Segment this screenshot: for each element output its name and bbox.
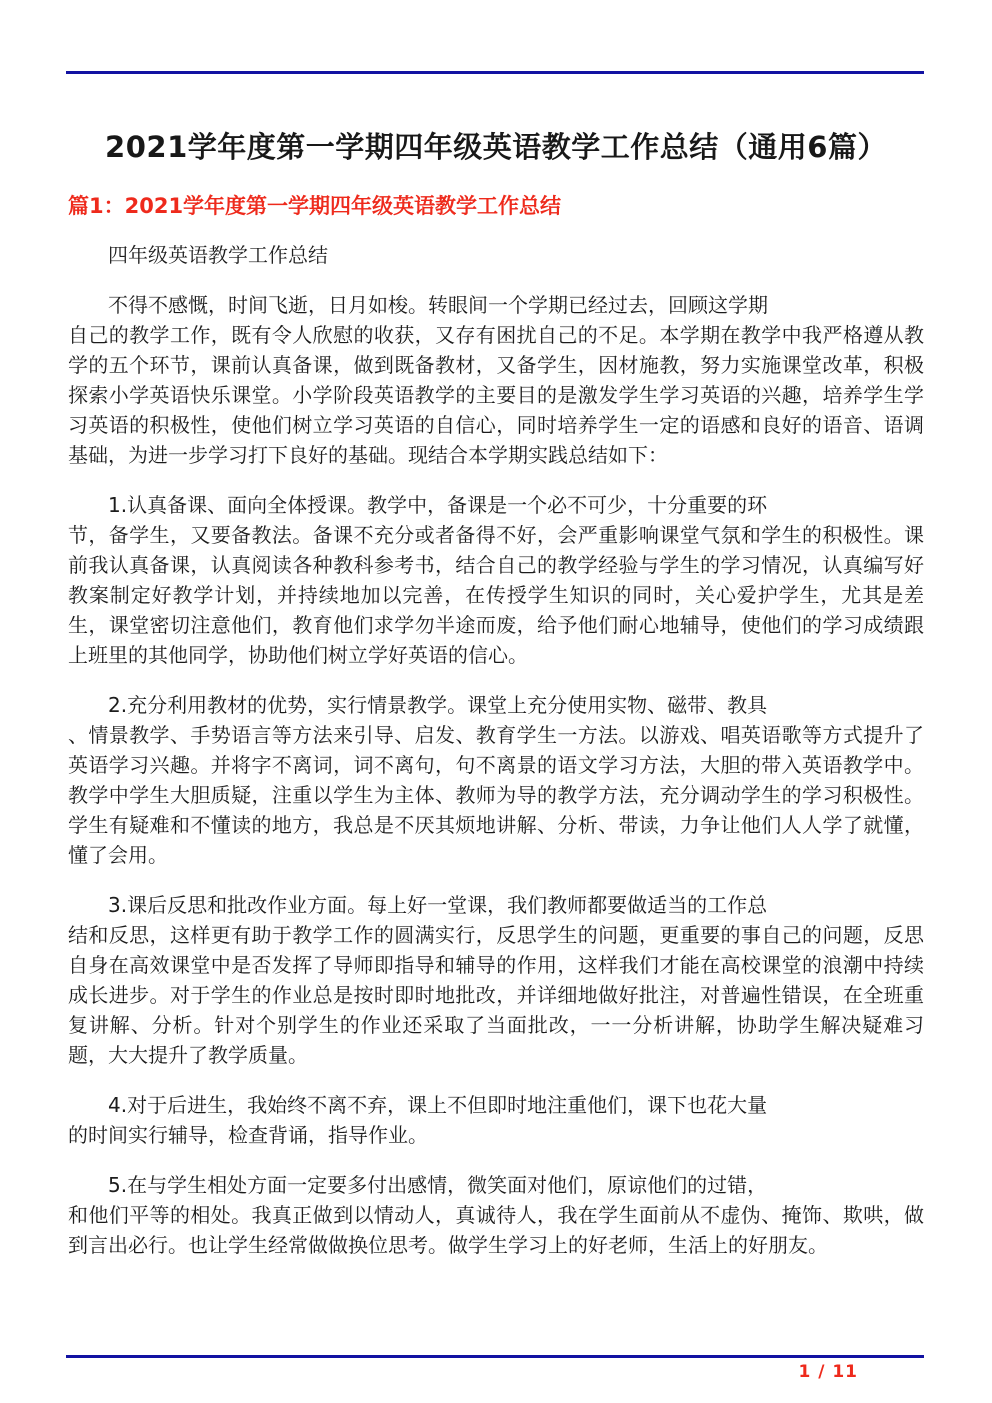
paragraph-rest: 、情景教学、手势语言等方法来引导、启发、教育学生一方法。以游戏、唱英语歌等方式提升了英语学习兴趣。并将字不离词，词不离句，句不离景的语文学习方法，大胆的带入英语教学中。教学中学生大胆质疑，注重以学生为主体、教师为导的教学方法，充分调动学生的学习积极性。学生有疑难和不懂读的地方，我总是不厌其烦地讲解、分析、带读，力争让他们人人学了就懂，懂了会用。 [68,723,924,867]
footer-rule [66,1355,924,1358]
document-body [68,240,924,1280]
paragraph-rest: 的时间实行辅导，检查背诵，指导作业。 [68,1123,428,1147]
paragraph [68,890,924,1070]
paragraph-first-line: 四年级英语教学工作总结 [108,243,328,267]
paragraph [68,290,924,470]
paragraph-rest: 自己的教学工作，既有令人欣慰的收获，又存有困扰自己的不足。本学期在教学中我严格遵从教学的五个环节，课前认真备课，做到既备教材，又备学生，因材施教，努力实施课堂改革，积极探索小学英语快乐课堂。小学阶段英语教学的主要目的是激发学生学习英语的兴趣，培养学生学习英语的积极性，使他们树立学习英语的自信心，同时培养学生一定的语感和良好的语音、语调基础，为进一步学习打下良好的基础。现结合本学期实践总结如下： [68,323,924,467]
paragraph [68,690,924,870]
section-heading: 篇1：2021学年度第一学期四年级英语教学工作总结 [68,194,562,218]
paragraph [68,1170,924,1260]
paragraph-rest: 结和反思，这样更有助于教学工作的圆满实行，反思学生的问题，更重要的事自己的问题，反思自身在高效课堂中是否发挥了导师即指导和辅导的作用，这样我们才能在高校课堂的浪潮中持续成长进步。对于学生的作业总是按时即时地批改，并详细地做好批注，对普遍性错误，在全班重复讲解、分析。针对个别学生的作业还采取了当面批改，一一分析讲解，协助学生解决疑难习题，大大提升了教学质量。 [68,923,924,1067]
paragraph [68,240,924,270]
paragraph-first-line: 5.在与学生相处方面一定要多付出感情，微笑面对他们，原谅他们的过错， [108,1173,768,1197]
document-title: 2021学年度第一学期四年级英语教学工作总结（通用6篇） [105,130,887,164]
paragraph-first-line: 1.认真备课、面向全体授课。教学中，备课是一个必不可少，十分重要的环 [108,493,768,517]
paragraph-rest: 节，备学生，又要备教法。备课不充分或者备得不好，会严重影响课堂气氛和学生的积极性。课前我认真备课，认真阅读各种教科参考书，结合自己的教学经验与学生的学习情况，认真编写好教案制定好教学计划，并持续地加以完善，在传授学生知识的同时，关心爱护学生，尤其是差生，课堂密切注意他们，教育他们求学勿半途而废，给予他们耐心地辅导，使他们的学习成绩跟上班里的其他同学，协助他们树立学好英语的信心。 [68,523,924,667]
paragraph [68,490,924,670]
paragraph-first-line: 3.课后反思和批改作业方面。每上好一堂课，我们教师都要做适当的工作总 [108,893,768,917]
paragraph-first-line: 不得不感慨，时间飞逝，日月如梭。转眼间一个学期已经过去，回顾这学期 [108,293,768,317]
header-rule [66,71,924,74]
paragraph-first-line: 4.对于后进生，我始终不离不弃，课上不但即时地注重他们，课下也花大量 [108,1093,768,1117]
paragraph-first-line: 2.充分利用教材的优势，实行情景教学。课堂上充分使用实物、磁带、教具 [108,693,768,717]
paragraph [68,1090,924,1150]
paragraph-rest: 和他们平等的相处。我真正做到以情动人，真诚待人，我在学生面前从不虚伪、掩饰、欺哄，做到言出必行。也让学生经常做做换位思考。做学生学习上的好老师，生活上的好朋友。 [68,1203,924,1257]
page-number: 1 / 11 [798,1362,858,1382]
